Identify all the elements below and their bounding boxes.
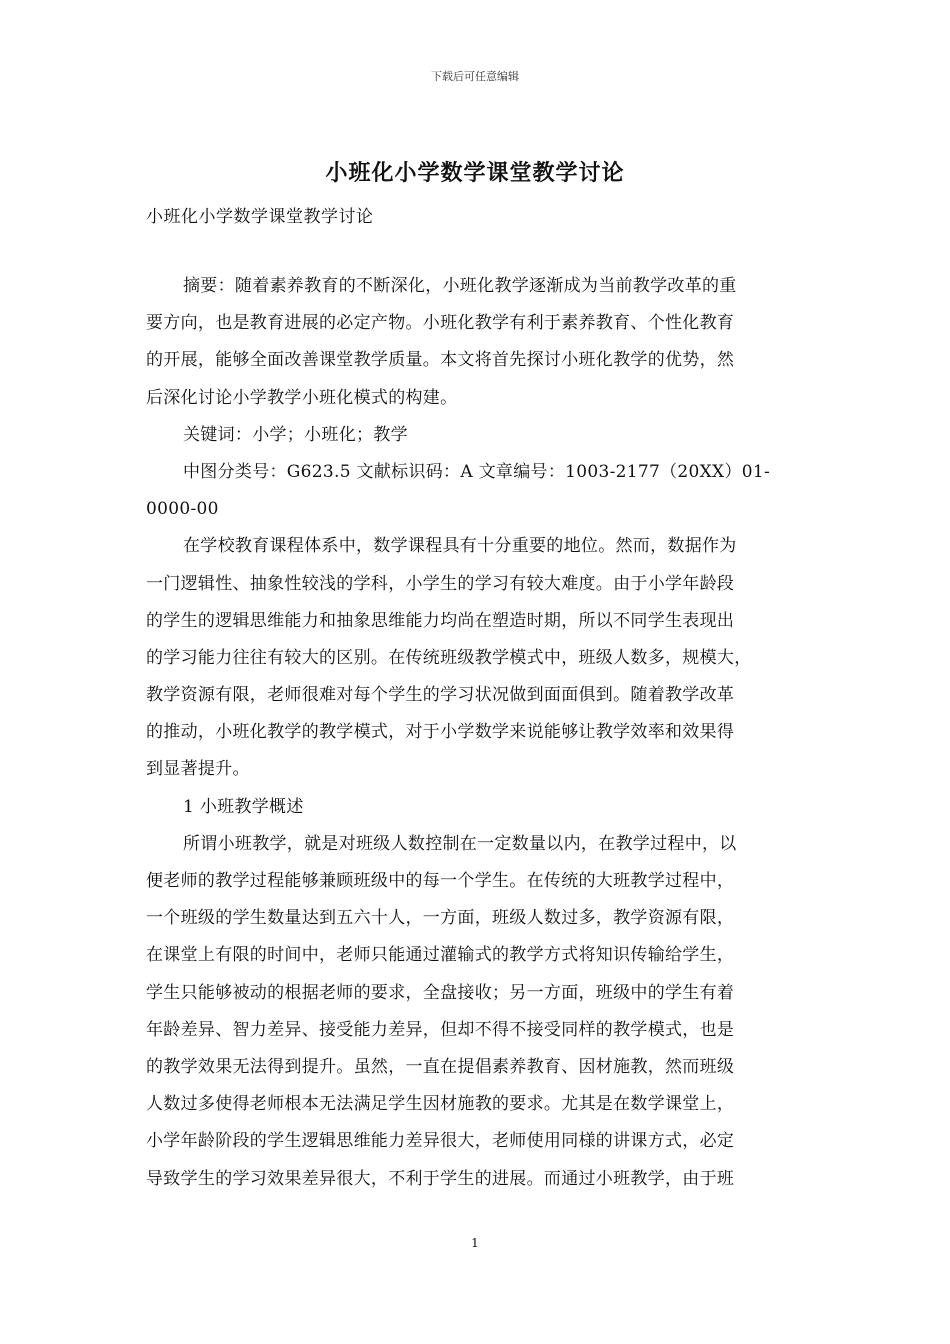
text-line: 的推动，小班化教学的教学模式，对于小学数学来说能够让教学效率和效果得 <box>146 722 735 743</box>
text-line: 后深化讨论小学教学小班化模式的构建。 <box>146 387 458 408</box>
text-line: 要方向，也是教育进展的必定产物。小班化教学有利于素养教育、个性化教育 <box>146 313 735 334</box>
text-line: 年龄差异、智力差异、接受能力差异，但却不得不接受同样的教学模式，也是 <box>146 1019 735 1040</box>
text-line: 一门逻辑性、抽象性较浅的学科，小学生的学习有较大难度。由于小学年龄段 <box>146 573 735 594</box>
text-line: 在学校教育课程体系中，数学课程具有十分重要的地位。然而，数据作为 <box>183 536 737 557</box>
text-line: 小学年龄阶段的学生逻辑思维能力差异很大，老师使用同様的讲课方式，必定 <box>146 1131 735 1152</box>
keywords-line: 关键词：小学；小班化；教学 <box>183 424 408 445</box>
page-number: 1 <box>471 1236 479 1250</box>
text-line: 到显著提升。 <box>146 759 250 780</box>
section-heading: 1 小班教学概述 <box>183 796 304 817</box>
text-line: 的学生的逻辑思维能力和抽象思维能力均尚在塑造时期，所以不同学生表现出 <box>146 610 735 631</box>
text-line: 摘要：随着素养教育的不断深化，小班化教学逐渐成为当前教学改革的重 <box>183 276 737 296</box>
header-note: 下载后可任意编辑 <box>431 70 519 83</box>
text-line: 0000-00 <box>146 499 219 520</box>
text-line: 在课堂上有限的时间中，老师只能通过灌输式的教学方式将知识传输给学生， <box>146 945 735 966</box>
text-line: 所谓小班教学，就是对班级人数控制在一定数量以内，在教学过程中，以 <box>183 833 737 854</box>
body-text <box>146 272 810 1202</box>
text-line: 导致学生的学习效果差异很大，不利于学生的进展。而通过小班教学，由于班 <box>146 1168 735 1189</box>
text-line: 便老师的教学过程能够兼顾班级中的每一个学生。在传统的大班教学过程中， <box>146 871 735 891</box>
text-line: 的教学效果无法得到提升。虽然，一直在提倡素养教育、因材施教，然而班级 <box>146 1056 735 1077</box>
text-line: 学生只能够被动的根据老师的要求，全盘接收；另一方面，班级中的学生有着 <box>146 982 735 1003</box>
text-line: 人数过多使得老师根本无法满足学生因材施教的要求。尤其是在数学课堂上， <box>146 1094 735 1115</box>
text-line: 的学习能力往往有较大的区别。在传统班级教学模式中，班级人数多，规模大， <box>146 647 752 668</box>
document-subtitle: 小班化小学数学课堂教学讨论 <box>146 207 374 227</box>
classification-line: 中图分类号：G623.5 文献标识码：A 文章编号：1003-2177（20XX）01- <box>183 461 771 482</box>
text-line: 一个班级的学生数量达到五六十人，一方面，班级人数过多，教学资源有限， <box>146 908 735 929</box>
text-line: 的开展，能够全面改善课堂教学质量。本文将首先探讨小班化教学的优势，然 <box>146 350 735 371</box>
document-title: 小班化小学数学课堂教学讨论 <box>325 160 625 186</box>
text-line: 教学资源有限，老师很难对每个学生的学习状况做到面面俱到。随着教学改革 <box>146 685 735 706</box>
